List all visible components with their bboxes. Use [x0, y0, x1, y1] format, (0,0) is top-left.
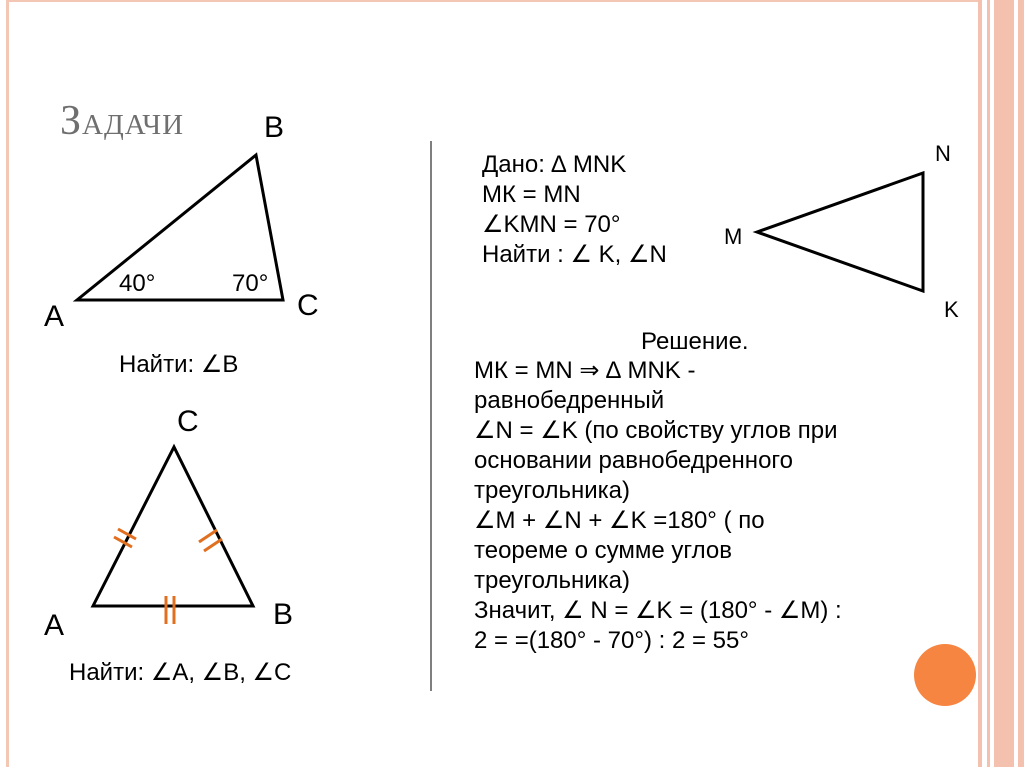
solution-line: ∠M + ∠N + ∠K =180° ( по [474, 507, 765, 534]
p3-vertex-n: N [935, 141, 951, 166]
tick-marks-right [199, 530, 222, 551]
solution-line: 2 = =(180° - 70°) : 2 = 55° [474, 627, 749, 654]
p1-angle-a: 40° [119, 270, 156, 297]
solution-line: основании равнобедренного [474, 447, 793, 474]
solution-line: треугольника) [474, 477, 630, 504]
p3-vertex-k: K [944, 297, 959, 322]
solution-line: МК = MN ⇒ ∆ MNK - [474, 357, 696, 384]
column-divider [430, 141, 432, 691]
p2-find: Найти: ∠A, ∠B, ∠C [69, 659, 292, 686]
triangle-mnk [757, 173, 923, 291]
p1-find: Найти: ∠B [119, 351, 239, 378]
p3-given-line: ∠KMN = 70° [482, 211, 621, 238]
p3-given-line: Дано: ∆ MNK [482, 151, 627, 178]
p3-given-line: МК = MN [482, 181, 581, 208]
tick-marks-base [166, 596, 174, 624]
p2-vertex-b: B [273, 598, 294, 631]
p3-vertex-m: M [724, 224, 743, 249]
solution-line: Значит, ∠ N = ∠K = (180° - ∠M) : [474, 597, 842, 624]
slide-title: Задачи [60, 98, 185, 144]
p3-given-line: Найти : ∠ K, ∠N [482, 241, 667, 268]
p3-given [482, 150, 667, 270]
solution-heading: Решение. [641, 328, 749, 355]
solution-line: теореме о сумме углов [474, 537, 732, 564]
triangle-abc-2 [93, 447, 253, 606]
p2-vertex-a: A [44, 609, 65, 642]
p1-vertex-b: B [264, 111, 285, 144]
p1-vertex-a: A [44, 300, 65, 333]
p1-vertex-c: C [297, 289, 319, 322]
p2-vertex-c: C [177, 405, 199, 438]
accent-circle [914, 644, 976, 706]
solution-line: треугольника) [474, 567, 630, 594]
p1-angle-c: 70° [232, 270, 269, 297]
solution-text [474, 356, 842, 656]
solution-line: ∠N = ∠K (по свойству углов при [474, 417, 838, 444]
solution-line: равнобедренный [474, 387, 665, 414]
tick-marks-left [114, 529, 136, 547]
